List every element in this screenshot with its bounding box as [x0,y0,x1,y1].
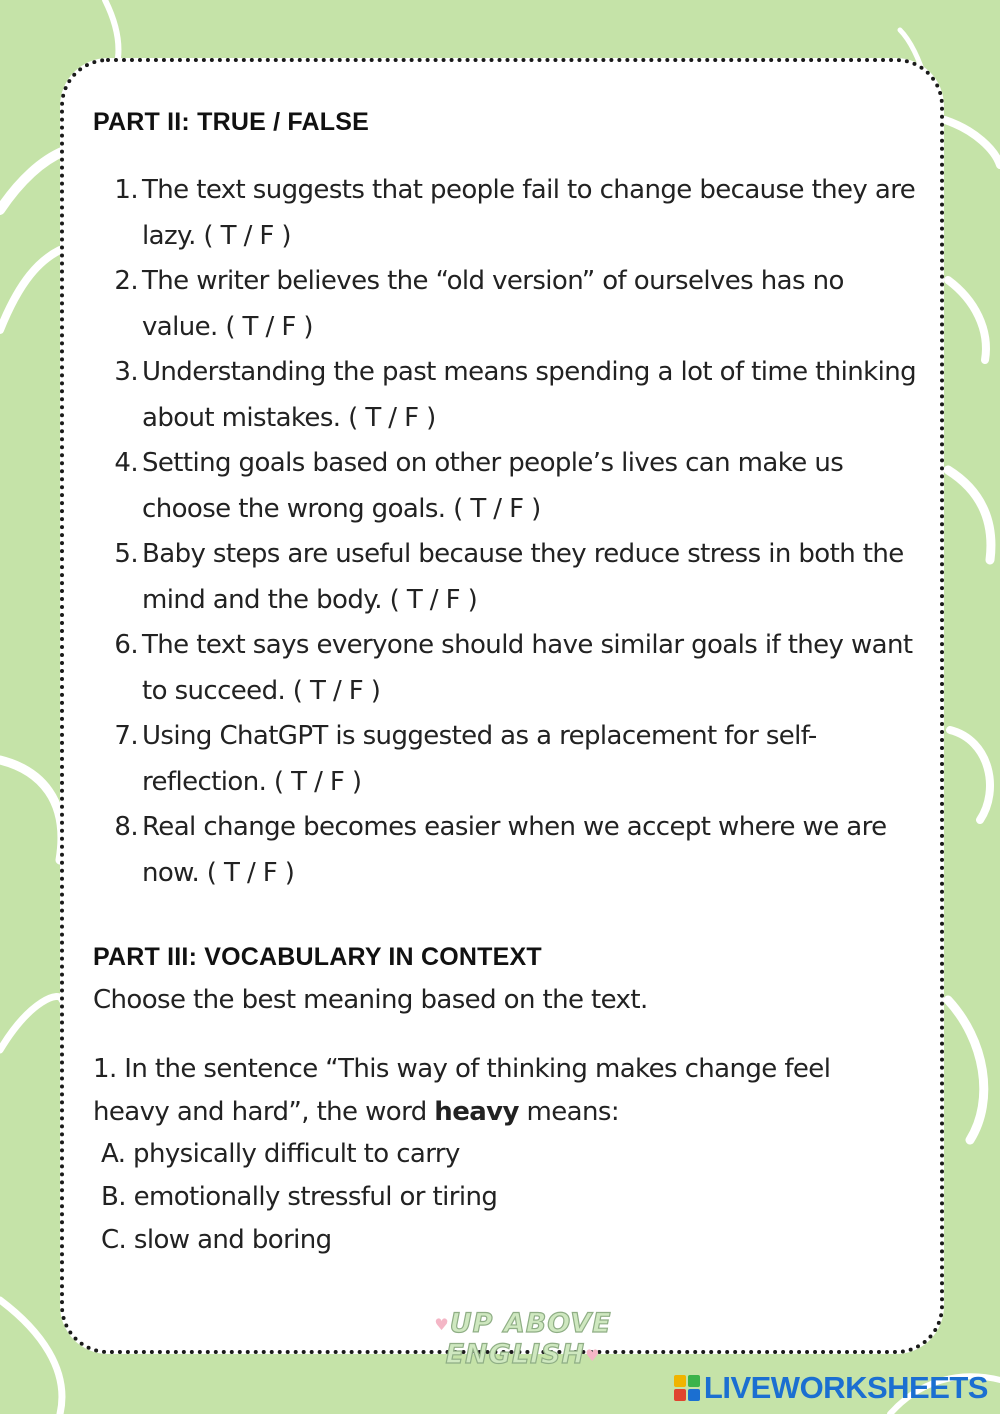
tf-item-text: Understanding the past means spending a lot of time thinking about mistakes. ( T / F ) [142,357,916,433]
part3-instruction: Choose the best meaning based on the text. [93,985,648,1015]
tf-item-number: 1. [114,175,138,205]
tf-item-number: 5. [114,539,138,569]
tf-item-text: The text says everyone should have similar goals if they want to succeed. ( T / F ) [142,630,913,706]
option-b[interactable]: B. emotionally stressful or tiring [101,1182,498,1212]
liveworksheets-logo[interactable] [674,1370,988,1406]
tf-item-1 [110,168,925,259]
tf-item-7 [110,714,925,805]
tf-item-4 [110,441,925,532]
tf-item-number: 8. [114,812,138,842]
tf-item-text: Real change becomes easier when we accept where we are now. ( T / F ) [142,812,887,888]
tf-item-text: The text suggests that people fail to change because they are lazy. ( T / F ) [142,175,916,251]
vocab-question-text: 1. In the sentence “This way of thinking makes change feel heavy and hard”, the word [93,1054,831,1127]
liveworksheets-text: LIVEWORKSHEETS [703,1370,988,1405]
tf-item-text: Using ChatGPT is suggested as a replacement for self-reflection. ( T / F ) [142,721,817,797]
tf-item-6 [110,623,925,714]
tf-item-number: 7. [114,721,138,751]
heart-icon: ♥ [434,1315,450,1334]
tf-item-5 [110,532,925,623]
tf-item-text: Baby steps are useful because they reduce stress in both the mind and the body. ( T / F ) [142,539,904,615]
tf-item-number: 4. [114,448,138,478]
vocab-question [93,1048,913,1134]
tf-item-text: The writer believes the “old version” of ourselves has no value. ( T / F ) [142,266,844,342]
part2-title: PART II: TRUE / FALSE [93,108,369,136]
brand-logo [358,1308,688,1370]
option-c[interactable]: C. slow and boring [101,1225,332,1255]
tf-item-number: 3. [114,357,138,387]
heart-icon: ♥ [585,1346,601,1365]
vocab-question-tail: means: [518,1097,619,1127]
tf-item-8 [110,805,925,896]
vocab-options [101,1133,497,1262]
tf-item-text: Setting goals based on other people’s lives can make us choose the wrong goals. ( T / F ) [142,448,844,524]
liveworksheets-icon [674,1375,700,1401]
tf-item-number: 6. [114,630,138,660]
part3-title: PART III: VOCABULARY IN CONTEXT [93,943,542,971]
tf-item-2 [110,259,925,350]
tf-item-3 [110,350,925,441]
tf-item-number: 2. [114,266,138,296]
true-false-list [110,168,925,896]
brand-text: UP ABOVE ENGLISH [445,1308,612,1370]
vocab-keyword: heavy [434,1097,519,1127]
option-a[interactable]: A. physically difficult to carry [101,1139,460,1169]
